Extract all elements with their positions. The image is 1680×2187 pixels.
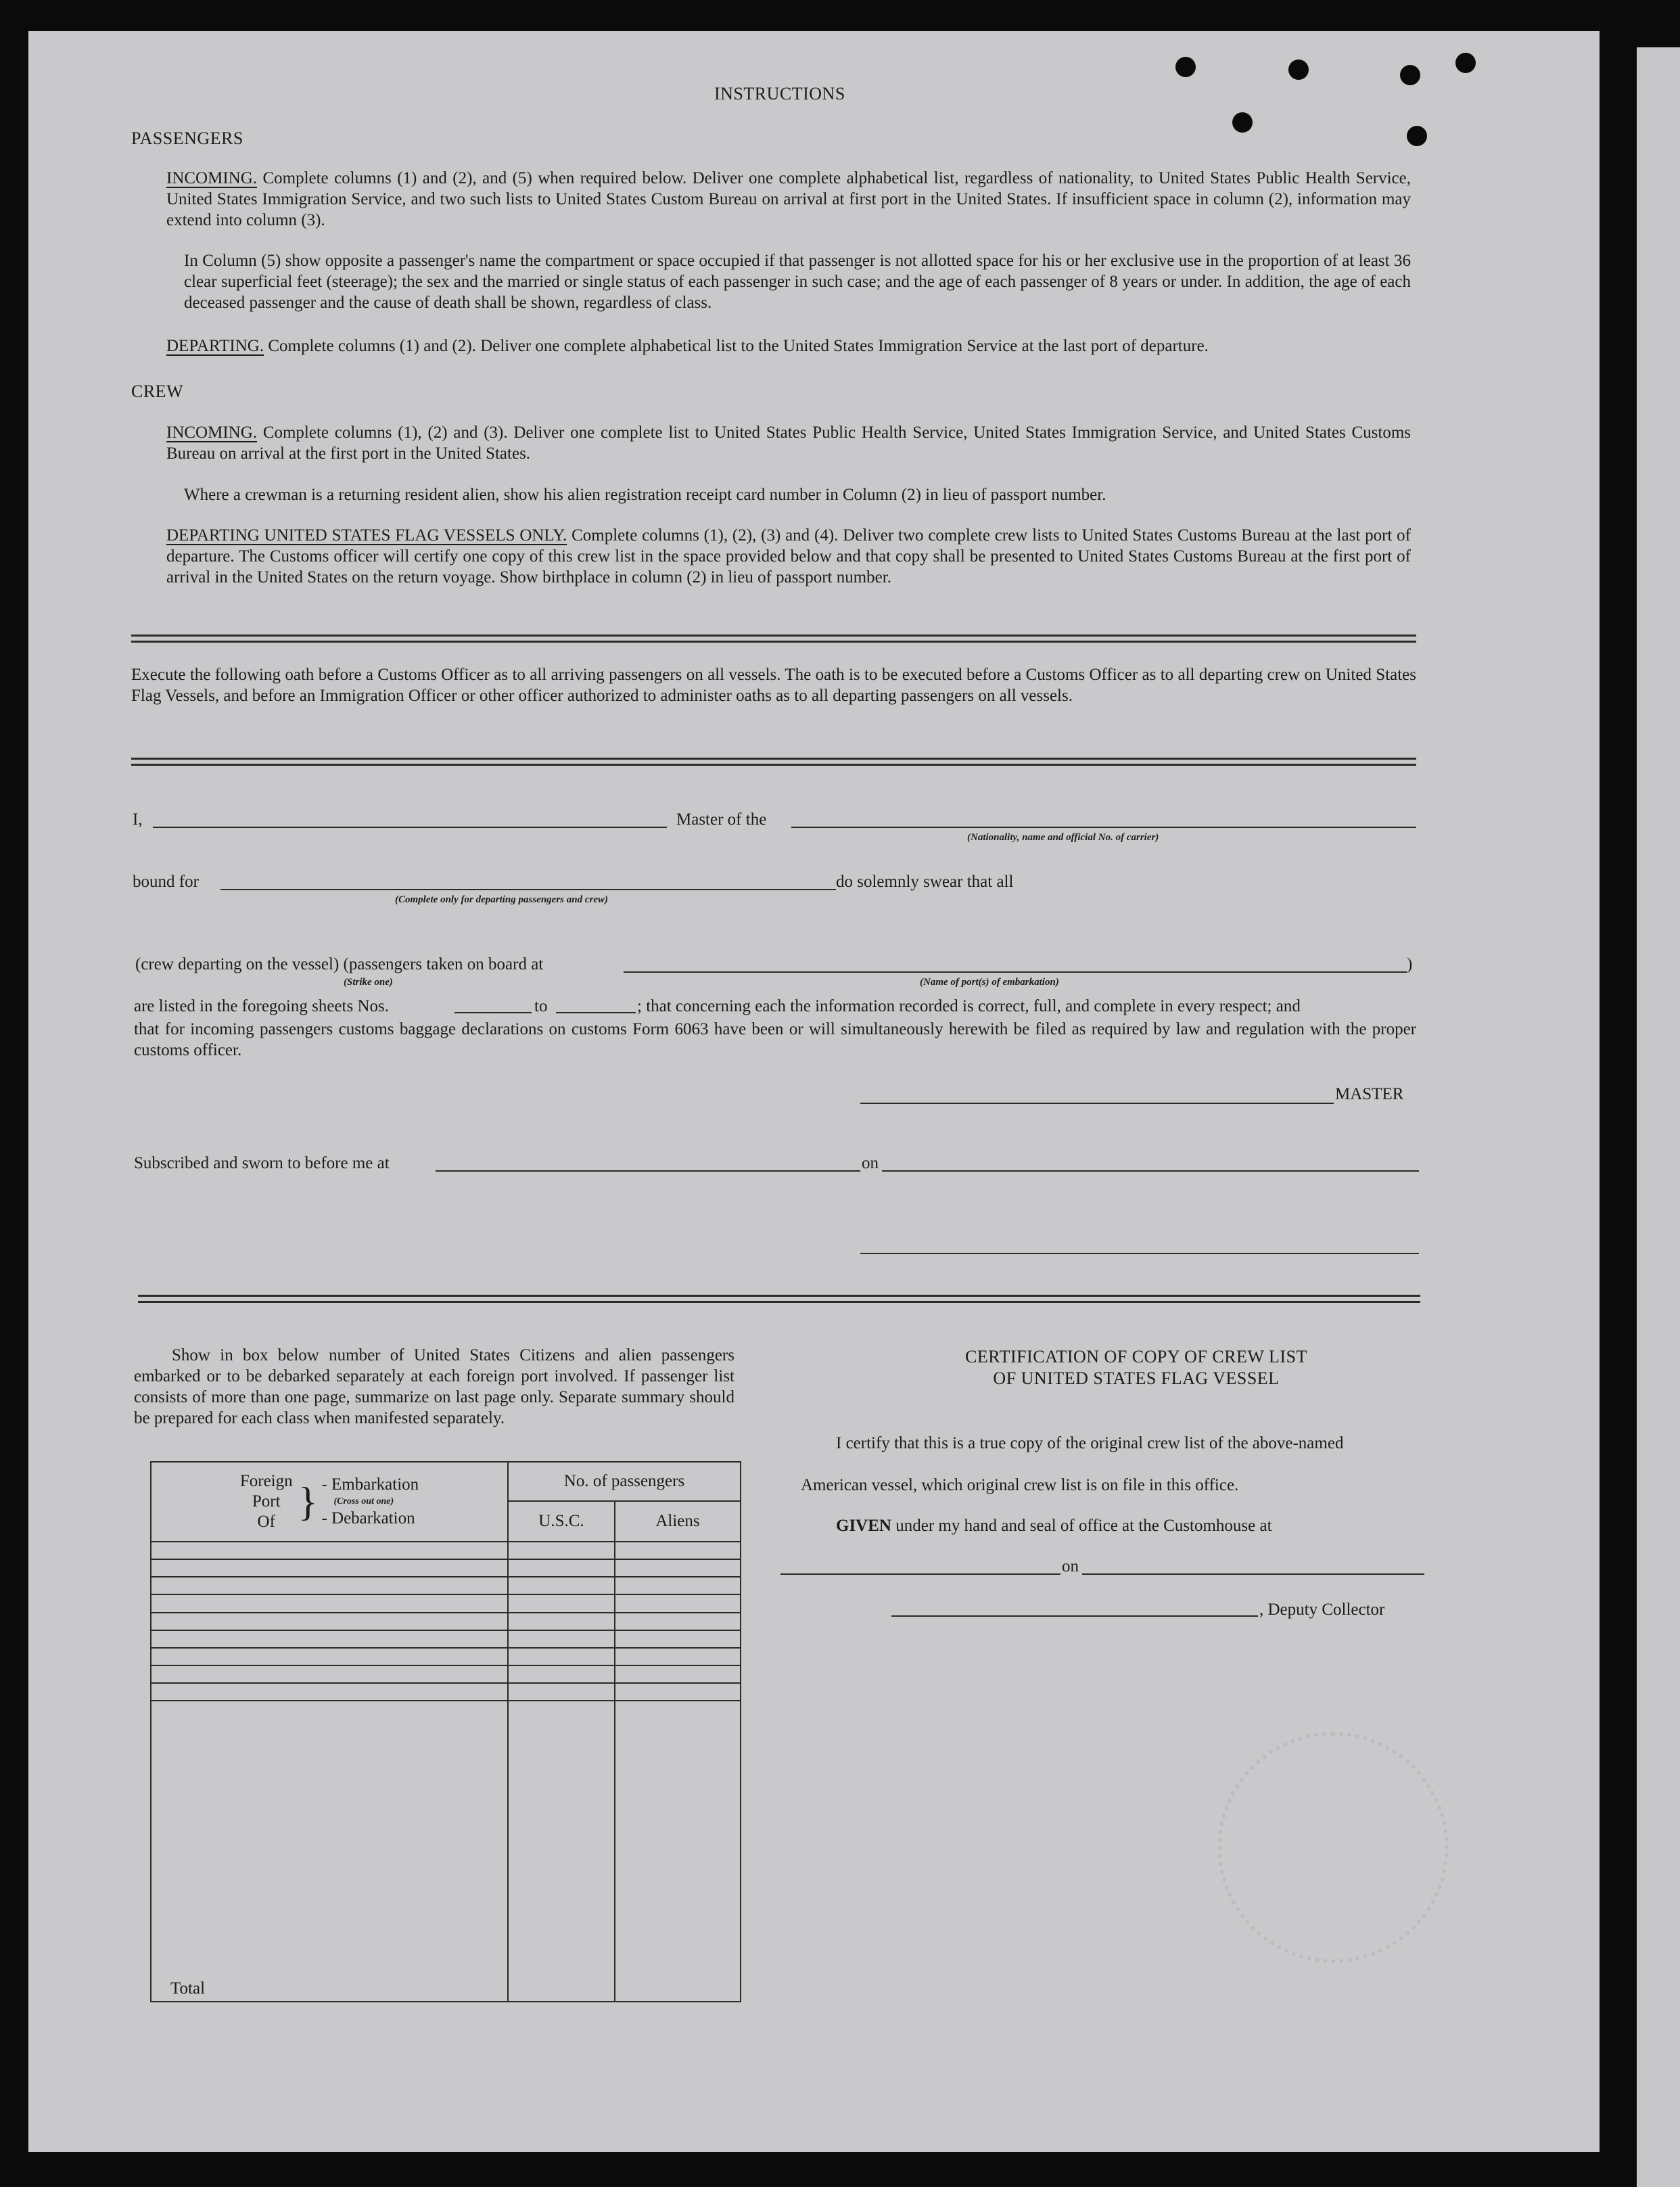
master-name-field[interactable] <box>153 827 667 828</box>
usc-cell[interactable] <box>508 1648 615 1665</box>
swear-text: do solemnly swear that all <box>836 873 1014 891</box>
port-header-cell <box>151 1462 508 1542</box>
american-vessel-text: American vessel, which original crew list is on file in this office. <box>801 1476 1239 1494</box>
sheet-to-field[interactable] <box>556 1012 636 1013</box>
table-row <box>151 1648 741 1665</box>
port-cell[interactable] <box>151 1665 508 1683</box>
table-row <box>151 1630 741 1648</box>
customhouse-field[interactable] <box>780 1573 1060 1575</box>
certification-on-label: on <box>1062 1557 1079 1575</box>
crew-heading: CREW <box>131 382 184 401</box>
crew-departing-paragraph <box>166 525 1411 588</box>
officer-signature-field[interactable] <box>860 1253 1419 1254</box>
aliens-header: Aliens <box>615 1501 741 1542</box>
table-row <box>151 1577 741 1594</box>
of-label: Of <box>257 1513 275 1531</box>
deputy-signature-field[interactable] <box>891 1615 1258 1617</box>
port-label: Port <box>252 1492 281 1511</box>
usc-cell[interactable] <box>508 1613 615 1630</box>
usc-cell[interactable] <box>508 1559 615 1577</box>
section-divider <box>131 635 1416 643</box>
section-divider <box>138 1295 1420 1303</box>
usc-cell[interactable] <box>508 1594 615 1612</box>
passengers-departing-text: Complete columns (1) and (2). Deliver one complete alphabetical list to the United States Immigration Service at the last port of departure. <box>268 337 1209 355</box>
port-cell[interactable] <box>151 1577 508 1594</box>
crew-incoming-label: INCOMING. <box>166 423 258 442</box>
table-row <box>151 1594 741 1612</box>
aliens-total-cell[interactable] <box>615 1701 741 2002</box>
embarkation-ports-field[interactable] <box>624 971 1407 973</box>
usc-cell[interactable] <box>508 1665 615 1683</box>
table-row <box>151 1613 741 1630</box>
sworn-date-field[interactable] <box>882 1170 1419 1172</box>
bound-for-label: bound for <box>133 873 199 891</box>
deputy-collector-label: , Deputy Collector <box>1259 1601 1385 1619</box>
aliens-cell[interactable] <box>615 1683 741 1701</box>
certification-title-line1: CERTIFICATION OF COPY OF CREW LIST <box>965 1347 1307 1366</box>
port-cell[interactable] <box>151 1613 508 1630</box>
usc-cell[interactable] <box>508 1577 615 1594</box>
bound-for-field[interactable] <box>220 889 836 890</box>
passengers-heading: PASSENGERS <box>131 129 243 148</box>
sworn-on-label: on <box>862 1154 879 1172</box>
aliens-cell[interactable] <box>615 1594 741 1612</box>
passengers-column5-paragraph: In Column (5) show opposite a passenger's name the compartment or space occupied if that passenger is not allotted space for his or her exclusive use in the proportion of at least 36 clear superficial feet (steerage); the sex and the married or single status of each passenger in such case; and the age of each passenger of 8 years or under. In addition, the age of each deceased passenger and the cause of death shall be shown, regardless of class. <box>184 252 1411 312</box>
crew-departing-label: DEPARTING UNITED STATES FLAG VESSELS ONLY. <box>166 526 567 545</box>
given-text <box>836 1517 1272 1536</box>
port-cell[interactable] <box>151 1542 508 1559</box>
passengers-incoming-text: Complete columns (1) and (2), and (5) when required below. Deliver one complete alphabetical list, regardless of nationality, to United States Public Health Service, United States Immigration Service, and two such lists to United States Custom Bureau on arrival at first port in the United States. If insufficient space in column (2), information may extend into column (3). <box>166 169 1411 229</box>
aliens-cell[interactable] <box>615 1577 741 1594</box>
sheets-to-label: to <box>534 997 548 1015</box>
given-label: GIVEN <box>836 1517 891 1535</box>
sheets-label: are listed in the foregoing sheets Nos. <box>134 997 389 1015</box>
page-title: INSTRUCTIONS <box>714 84 845 103</box>
table-row <box>151 1542 741 1559</box>
port-cell[interactable] <box>151 1630 508 1648</box>
master-label: MASTER <box>1335 1085 1404 1103</box>
usc-cell[interactable] <box>508 1683 615 1701</box>
port-cell[interactable] <box>151 1683 508 1701</box>
table-row <box>151 1559 741 1577</box>
carrier-field[interactable] <box>791 827 1416 828</box>
close-paren: ) <box>1407 955 1413 973</box>
certification-date-field[interactable] <box>1082 1573 1424 1575</box>
brace-icon: } <box>298 1479 318 1524</box>
certify-text: I certify that this is a true copy of the original crew list of the above-named <box>836 1434 1344 1452</box>
usc-header: U.S.C. <box>508 1501 615 1542</box>
crew-passengers-choice: (crew departing on the vessel) (passengers taken on board at <box>135 955 544 973</box>
carrier-caption: (Nationality, name and official No. of carrier) <box>967 832 1159 843</box>
certification-title <box>764 1346 1508 1389</box>
sheet-from-field[interactable] <box>454 1012 532 1013</box>
passengers-count-header: No. of passengers <box>508 1462 741 1501</box>
baggage-declaration-text: that for incoming passengers customs baggage declarations on customs Form 6063 have been or will simultaneously herewith be filed as required by law and regulation with the proper customs officer. <box>134 1020 1416 1059</box>
aliens-cell[interactable] <box>615 1630 741 1648</box>
master-of-label: Master of the <box>676 810 767 829</box>
passenger-summary-table <box>150 1461 741 2002</box>
punch-hole-icon <box>1288 60 1309 80</box>
passengers-incoming-paragraph <box>166 168 1411 231</box>
debarkation-label: - Debarkation <box>321 1509 415 1527</box>
crew-incoming-paragraph <box>166 422 1411 464</box>
crew-resident-paragraph: Where a crewman is a returning resident alien, show his alien registration receipt card number in Column (2) in lieu of passport number. <box>184 486 1106 504</box>
crew-departing-text: Complete columns (1), (2), (3) and (4). Deliver two complete crew lists to United States Customs Bureau at the last port of departure. The Customs officer will certify one copy of this crew list in the space provided below and that copy shall be presented to United States Customs Bureau at the first port of arrival in the United States on the return voyage. Show birthplace in column (2) in lieu of passport number. <box>166 526 1411 586</box>
official-seal-stamp <box>1217 1732 1449 1963</box>
usc-cell[interactable] <box>508 1542 615 1559</box>
table-row <box>151 1683 741 1701</box>
punch-hole-icon <box>1175 57 1196 77</box>
punch-hole-icon <box>1455 53 1476 73</box>
punch-hole-icon <box>1407 126 1427 146</box>
port-cell[interactable] <box>151 1594 508 1612</box>
punch-hole-icon <box>1232 112 1253 133</box>
usc-total-cell[interactable] <box>508 1701 615 2002</box>
aliens-cell[interactable] <box>615 1665 741 1683</box>
oath-i-label: I, <box>133 810 143 829</box>
ports-caption: (Name of port(s) of embarkation) <box>920 977 1059 988</box>
passengers-incoming-label: INCOMING. <box>166 169 258 187</box>
usc-cell[interactable] <box>508 1630 615 1648</box>
section-divider <box>131 758 1416 766</box>
crew-incoming-text: Complete columns (1), (2) and (3). Deliver one complete list to United States Public Health Service, United States Immigration Service, and United States Customs Bureau on arrival at the first port in the United States. <box>166 423 1411 463</box>
given-rest: under my hand and seal of office at the Customhouse at <box>895 1517 1272 1535</box>
port-cell[interactable] <box>151 1648 508 1665</box>
port-cell[interactable] <box>151 1559 508 1577</box>
passengers-departing-label: DEPARTING. <box>166 337 264 355</box>
total-label: Total <box>151 1701 508 2002</box>
total-row <box>151 1701 741 2002</box>
bound-for-caption: (Complete only for departing passengers and crew) <box>395 894 608 905</box>
adjacent-page-edge <box>1637 47 1680 2187</box>
cross-out-label: (Cross out one) <box>333 1496 394 1506</box>
sheets-text: ; that concerning each the information recorded is correct, full, and complete in every respect; and <box>637 997 1301 1015</box>
aliens-cell[interactable] <box>615 1542 741 1559</box>
foreign-label: Foreign <box>239 1472 293 1490</box>
summary-instructions: Show in box below number of United States Citizens and alien passengers embarked or to be debarked separately at each foreign port involved. If passenger list consists of more than one page, summarize on last page only. Separate summary should be prepared for each class when manifested separately. <box>134 1346 734 1427</box>
aliens-cell[interactable] <box>615 1613 741 1630</box>
embarkation-label: - Embarkation <box>321 1475 419 1494</box>
aliens-cell[interactable] <box>615 1559 741 1577</box>
passengers-departing-paragraph <box>166 336 1411 356</box>
master-signature-field[interactable] <box>860 1103 1334 1104</box>
table-row <box>151 1665 741 1683</box>
strike-one-caption: (Strike one) <box>344 977 393 988</box>
punch-hole-icon <box>1400 65 1420 85</box>
certification-title-line2: OF UNITED STATES FLAG VESSEL <box>993 1368 1280 1388</box>
subscribed-label: Subscribed and sworn to before me at <box>134 1154 390 1172</box>
oath-instructions: Execute the following oath before a Customs Officer as to all arriving passengers on all vessels. The oath is to be executed before a Customs Officer as to all departing crew on United States Flag Vessels, and before an Immigration Officer or other officer authorized to administer oaths as to all departing passengers on all vessels. <box>131 666 1416 705</box>
aliens-cell[interactable] <box>615 1648 741 1665</box>
sworn-place-field[interactable] <box>436 1170 860 1172</box>
